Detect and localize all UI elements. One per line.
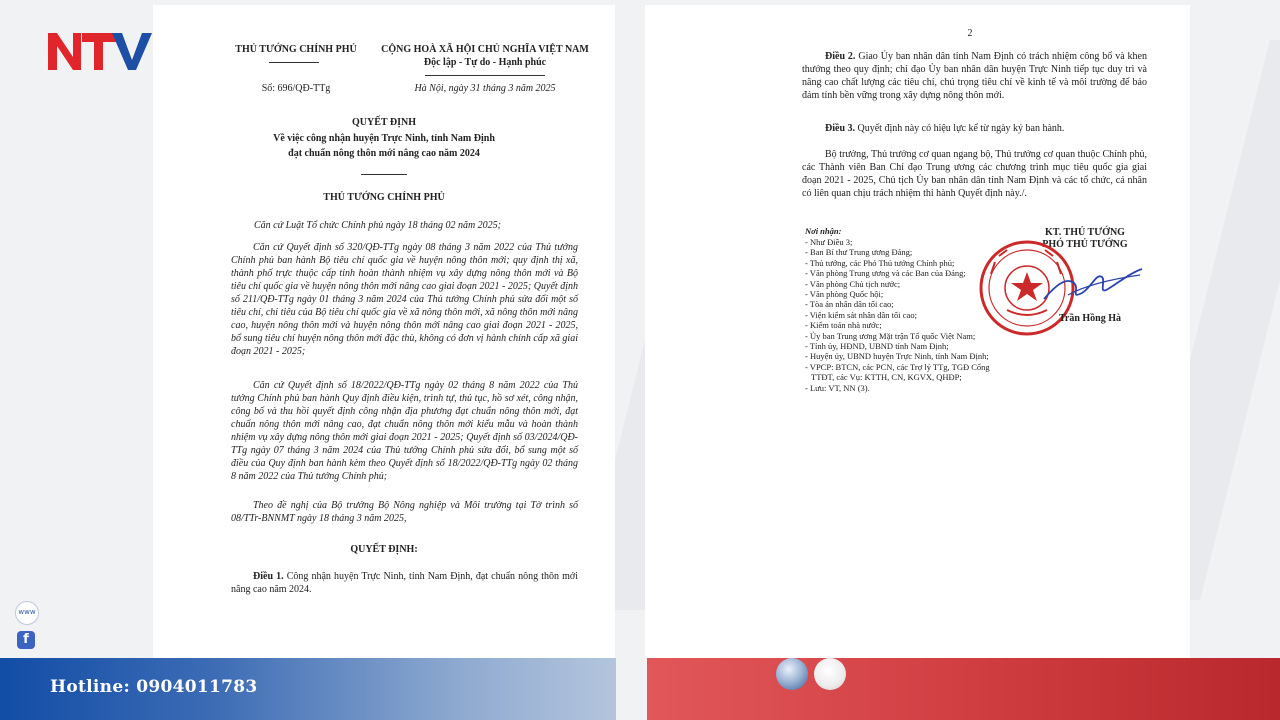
legal-basis-4: Theo đề nghị của Bộ trưởng Bộ Nông nghiệp và Môi trường tại Tờ trình số 08/TTr-BNNMT ngày 18 tháng 3 năm 2025, (231, 500, 578, 524)
recipients-title: Nơi nhận: (805, 226, 842, 236)
recipient-item: - Tòa án nhân dân tối cao; (805, 299, 894, 310)
ntv-logo (46, 30, 154, 72)
legal-basis-3: Căn cứ Quyết định số 18/2022/QĐ-TTg ngày 02 tháng 8 năm 2022 của Thủ tướng Chính phủ ban hành Quy định điều kiện, trình tự, thủ tục, hồ sơ xét, công nhận, công bố và thu hồi quyết định công nhận địa phương đạt chuẩn nông thôn mới, đạt chuẩn nông thôn mới nâng cao, đạt chuẩn nông thôn mới kiểu mẫu và hoàn thành nhiệm vụ xây dựng nông thôn mới giai đoạn 2021 - 2025; Quyết định số 03/2024/QĐ-TTg ngày 07 tháng 3 năm 2024 của Thủ tướng Chính phủ sửa đổi, bổ sung một số điều của Quy định ban hành kèm theo Quyết định số 18/2022/QĐ-TTg ngày 02 tháng 8 năm 2022 của Thủ tướng Chính phủ; (231, 380, 578, 482)
recipient-item: - Kiểm toán nhà nước; (805, 320, 882, 331)
globe-icon[interactable] (776, 658, 808, 690)
facebook-icon[interactable] (17, 631, 35, 649)
hotline-text: Hotline: 0904011783 (50, 677, 258, 697)
recipient-item: - Văn phòng Quốc hội; (805, 289, 884, 300)
document-type: QUYẾT ĐỊNH (352, 117, 416, 128)
recipient-item: - Viện kiểm sát nhân dân tối cao; (805, 309, 917, 320)
recipient-item: - Lưu: VT, NN (3). (805, 382, 870, 393)
recipient-item: - Thủ tướng, các Phó Thủ tướng Chính phủ; (805, 257, 955, 268)
article-1-text: Công nhận huyện Trực Ninh, tỉnh Nam Định, đạt chuẩn nông thôn mới nâng cao năm 2024. (231, 571, 578, 595)
signature-title-2: PHÓ THỦ TƯỚNG (1042, 239, 1128, 250)
document-number: Số: 696/QĐ-TTg (261, 83, 331, 94)
recipient-item: - Như Điều 3; (805, 237, 853, 247)
article-1-label: Điều 1. (253, 571, 284, 582)
recipients-list (805, 237, 990, 393)
footer-banner-right (647, 658, 1280, 720)
divider (425, 75, 545, 76)
recipient-item: - VPCP: BTCN, các PCN, các Trợ lý TTg, TGĐ Cổng (805, 361, 990, 372)
recipient-item: - Văn phòng Chủ tịch nước; (805, 278, 901, 289)
national-title: CỘNG HOÀ XÃ HỘI CHỦ NGHĨA VIỆT NAM (381, 44, 589, 55)
circle-icon[interactable] (814, 658, 846, 690)
article-3-text: Quyết định này có hiệu lực kể từ ngày ký ban hành. (855, 123, 1065, 134)
article-3-label: Điều 3. (825, 123, 855, 134)
signer-name: Trần Hồng Hà (1058, 313, 1122, 324)
implementation-paragraph: Bộ trưởng, Thủ trưởng cơ quan ngang bộ, Thủ trưởng cơ quan thuộc Chính phủ, các Thành viên Ban Chỉ đạo Trung ương các chương trình mục tiêu quốc gia giai đoạn 2021 - 2025, Chủ tịch Ủy ban nhân dân tỉnh Nam Định và các tổ chức, cá nhân có liên quan chịu trách nhiệm thi hành Quyết định này./. (802, 149, 1147, 199)
recipient-item: TTĐT, các Vụ: KTTH, CN, KGVX, QHĐP; (811, 372, 962, 383)
signature-title-1: KT. THỦ TƯỚNG (1045, 227, 1125, 238)
recipient-item: - Văn phòng Trung ương và các Ban của Đảng; (805, 268, 966, 279)
website-icon[interactable] (15, 601, 39, 625)
signature-mark (1040, 255, 1145, 310)
article-1 (231, 570, 578, 596)
website-icon-label: www (18, 608, 36, 616)
facebook-icon-label: f (23, 632, 29, 647)
recipient-item: - Huyện ủy, UBND huyện Trực Ninh, tỉnh Nam Định; (805, 351, 989, 362)
place-date: Hà Nội, ngày 31 tháng 3 năm 2025 (414, 83, 556, 94)
article-2-label: Điều 2. (825, 51, 856, 62)
document-page-2 (645, 5, 1190, 658)
legal-basis-2: Căn cứ Quyết định số 320/QĐ-TTg ngày 08 tháng 3 năm 2022 của Thủ tướng Chính phủ ban hành Bộ tiêu chí quốc gia về huyện nông thôn mới; quy định thị xã, thành phố trực thuộc cấp tỉnh hoàn thành nhiệm vụ xây dựng nông thôn mới và Bộ tiêu chí quốc gia về huyện nông thôn mới nâng cao giai đoạn 2021 - 2025; Quyết định số 211/QĐ-TTg ngày 01 tháng 3 năm 2024 của Thủ tướng Chính phủ sửa đổi một số tiêu chí, chỉ tiêu của Bộ tiêu chí quốc gia về xã nông thôn mới, xã nông thôn mới nâng cao, huyện nông thôn mới và huyện nông thôn mới nâng cao giai đoạn 2021 - 2025, bổ sung tiêu chí huyện nông thôn mới đặc thù, không có đơn vị hành chính cấp xã giai đoạn 2021 - 2025; (231, 242, 578, 357)
recipient-item: - Tỉnh ủy, HĐND, UBND tỉnh Nam Định; (805, 341, 949, 352)
divider (269, 62, 319, 63)
page-number: 2 (967, 28, 973, 39)
article-2-text: Giao Ủy ban nhân dân tỉnh Nam Định có trách nhiệm công bố và khen thưởng theo quy định; chỉ đạo Ủy ban nhân dân huyện Trực Ninh tiếp tục duy trì và nâng cao chất lượng các tiêu chí, chú trọng tiêu chí về kinh tế và môi trường để bảo đảm tính bền vững trong xây dựng nông thôn mới. (802, 51, 1147, 101)
recipient-item: - Ban Bí thư Trung ương Đảng; (805, 247, 913, 258)
national-motto: Độc lập - Tự do - Hạnh phúc (423, 57, 547, 68)
decides-heading: QUYẾT ĐỊNH: (350, 544, 418, 555)
document-page-1 (153, 5, 615, 658)
article-3 (825, 122, 1064, 135)
issuing-org: THỦ TƯỚNG CHÍNH PHỦ (235, 44, 357, 55)
article-2 (802, 50, 1147, 102)
recipient-item: - Ủy ban Trung ương Mặt trận Tổ quốc Việt Nam; (805, 330, 976, 341)
legal-basis-1: Căn cứ Luật Tổ chức Chính phủ ngày 18 tháng 02 năm 2025; (254, 220, 502, 231)
authority-heading: THỦ TƯỚNG CHÍNH PHỦ (323, 192, 445, 203)
document-subject-line-1: Về việc công nhận huyện Trực Ninh, tỉnh Nam Định (273, 133, 495, 144)
document-subject-line-2: đạt chuẩn nông thôn mới nâng cao năm 2024 (288, 148, 480, 159)
divider (361, 174, 407, 175)
